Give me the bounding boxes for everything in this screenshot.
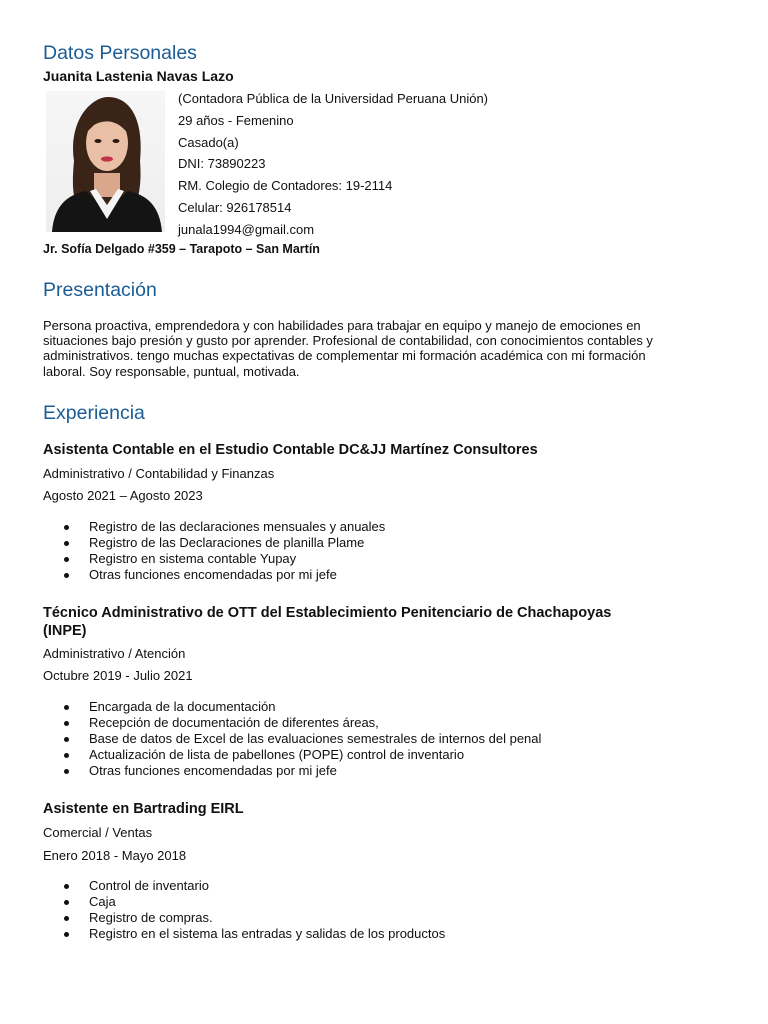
bullet-icon xyxy=(64,541,69,546)
job-period: Agosto 2021 – Agosto 2023 xyxy=(43,488,203,503)
task-text: Encargada de la documentación xyxy=(89,699,276,714)
list-item xyxy=(43,763,541,779)
job-tasks xyxy=(43,878,445,942)
presentation-line: laboral. Soy responsable, puntual, motivada. xyxy=(43,363,300,379)
bullet-icon xyxy=(64,525,69,530)
section-title-presentation: Presentación xyxy=(43,279,157,301)
task-text: Caja xyxy=(89,894,116,909)
phone: Celular: 926178514 xyxy=(178,199,292,215)
presentation-line: administrativos. tengo muchas expectativas de complementar mi formación académica con mi formación xyxy=(43,348,646,364)
dni: DNI: 73890223 xyxy=(178,156,266,172)
person-name: Juanita Lastenia Navas Lazo xyxy=(43,68,234,84)
list-item xyxy=(43,715,541,731)
job-title: Asistenta Contable en el Estudio Contable DC&JJ Martínez Consultores xyxy=(43,442,538,458)
bullet-icon xyxy=(64,769,69,774)
job-title-line: Técnico Administrativo de OTT del Establecimiento Penitenciario de Chachapoyas xyxy=(43,605,612,621)
task-text: Recepción de documentación de diferentes áreas, xyxy=(89,715,379,730)
email: junala1994@gmail.com xyxy=(178,221,315,237)
job-area: Administrativo / Atención xyxy=(43,646,186,661)
section-title-experience: Experiencia xyxy=(43,402,145,424)
task-text: Registro en sistema contable Yupay xyxy=(89,551,297,566)
bullet-icon xyxy=(64,900,69,905)
list-item xyxy=(43,699,541,715)
bullet-icon xyxy=(64,705,69,710)
bullet-icon xyxy=(64,753,69,758)
job-area: Administrativo / Contabilidad y Finanzas xyxy=(43,466,275,481)
bullet-icon xyxy=(64,932,69,937)
task-text: Control de inventario xyxy=(89,878,209,893)
presentation-line: Persona proactiva, emprendedora y con habilidades para trabajar en equipo y manejo de emociones en xyxy=(43,318,641,333)
marital-status: Casado(a) xyxy=(178,134,239,150)
bullet-icon xyxy=(64,721,69,726)
bullet-icon xyxy=(64,884,69,889)
task-text: Registro de compras. xyxy=(89,910,213,925)
bullet-icon xyxy=(64,916,69,921)
job-period: Octubre 2019 - Julio 2021 xyxy=(43,668,193,683)
job-period: Enero 2018 - Mayo 2018 xyxy=(43,848,187,863)
list-item xyxy=(43,926,445,942)
list-item xyxy=(43,731,541,747)
job-title xyxy=(43,604,683,640)
bullet-icon xyxy=(64,737,69,742)
job-title-line: (INPE) xyxy=(43,623,87,639)
list-item xyxy=(43,747,541,763)
task-text: Actualización de lista de pabellones (POPE) control de inventario xyxy=(89,747,465,762)
personal-info-list xyxy=(178,88,488,241)
task-text: Registro en el sistema las entradas y salidas de los productos xyxy=(89,926,446,941)
bullet-icon xyxy=(64,573,69,578)
bullet-icon xyxy=(64,557,69,562)
list-item xyxy=(43,551,385,567)
section-title-personal: Datos Personales xyxy=(43,42,197,64)
job-title: Asistente en Bartrading EIRL xyxy=(43,801,244,817)
profile-photo xyxy=(46,91,165,232)
task-text: Registro de las declaraciones mensuales y anuales xyxy=(89,519,386,534)
task-text: Otras funciones encomendadas por mi jefe xyxy=(89,567,337,582)
task-text: Registro de las Declaraciones de planilla Plame xyxy=(89,535,365,550)
list-item xyxy=(43,567,385,583)
list-item xyxy=(43,535,385,551)
list-item xyxy=(43,519,385,535)
job-area: Comercial / Ventas xyxy=(43,825,153,840)
age-gender: 29 años - Femenino xyxy=(178,112,294,128)
job-tasks xyxy=(43,699,541,779)
presentation-text xyxy=(43,318,693,379)
job-tasks xyxy=(43,519,385,583)
profession: (Contadora Pública de la Universidad Peruana Unión) xyxy=(178,91,489,106)
address: Jr. Sofía Delgado #359 – Tarapoto – San Martín xyxy=(43,242,320,256)
presentation-line: situaciones bajo presión y gusto por aprender. Profesional de contabilidad, con conocimientos contables y xyxy=(43,333,653,349)
list-item xyxy=(43,910,445,926)
task-text: Base de datos de Excel de las evaluaciones semestrales de internos del penal xyxy=(89,731,542,746)
list-item xyxy=(43,894,445,910)
registration-number: RM. Colegio de Contadores: 19-2114 xyxy=(178,178,393,194)
list-item xyxy=(43,878,445,894)
task-text: Otras funciones encomendadas por mi jefe xyxy=(89,763,337,778)
